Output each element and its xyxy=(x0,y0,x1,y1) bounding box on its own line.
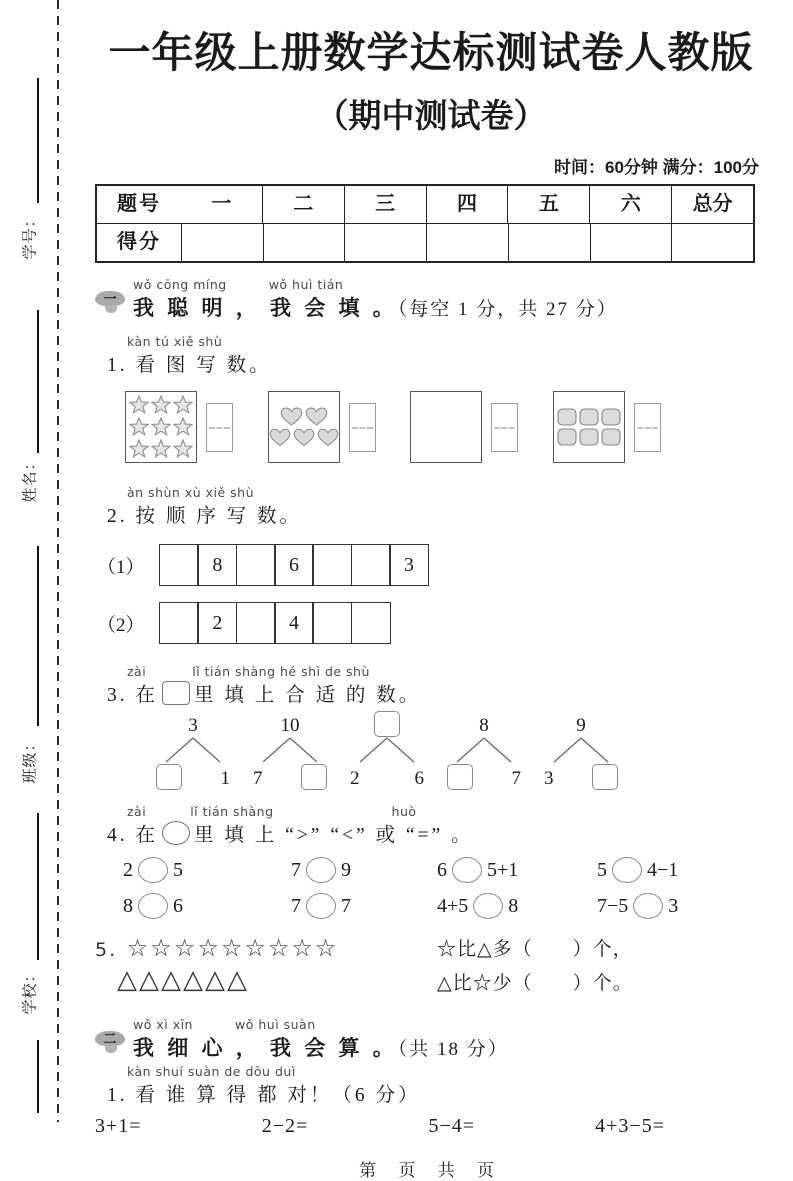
question-4-text: 4. 在 里 填 上 “>” “<” 或 “=” 。 xyxy=(107,819,767,847)
s2-question-1-text: 1. 看 谁 算 得 都 对！（6 分） xyxy=(107,1085,421,1106)
picture-box xyxy=(553,391,625,463)
answer-box xyxy=(491,403,518,452)
heart-icon xyxy=(317,428,339,447)
sequence-cell: 6 xyxy=(274,544,314,586)
sequence-cell xyxy=(351,544,391,586)
question-1-pinyin: kàn tú xiě shù xyxy=(127,334,223,349)
sequence-cell xyxy=(312,544,352,586)
sequence-label: （1） xyxy=(97,556,145,578)
question-2 xyxy=(107,485,767,528)
bond-lines xyxy=(344,736,430,764)
picture-group xyxy=(125,391,233,463)
page-subtitle: （期中测试卷） xyxy=(315,97,547,134)
comparison-item xyxy=(437,857,597,883)
score-table-column-header: 二 xyxy=(262,186,344,223)
question-3-text: 3. 在 里 填 上 合 适 的 数。 xyxy=(107,679,767,707)
picture-box xyxy=(125,391,197,463)
bond-right-value xyxy=(301,764,327,790)
question-5 xyxy=(95,933,767,1001)
score-cell xyxy=(263,223,345,261)
equation: 3+1= xyxy=(95,1115,142,1137)
question-5-number: 5. xyxy=(95,939,118,961)
cookie-icon xyxy=(579,428,599,446)
sequence-cell xyxy=(159,544,199,586)
comparison-right: 3 xyxy=(668,894,679,917)
bond-lines xyxy=(150,736,236,764)
bond-right-value: 1 xyxy=(220,768,230,789)
number-bond xyxy=(247,711,333,790)
number-bonds xyxy=(150,711,624,790)
comparison-item xyxy=(123,893,291,919)
sequence-cell xyxy=(159,602,199,644)
heart-icon xyxy=(269,428,291,447)
question-2-text: 2. 按 顺 序 写 数。 xyxy=(107,506,303,527)
seal-dashed-line xyxy=(57,0,59,1122)
page-title: 一年级上册数学达标测试卷人教版 xyxy=(108,29,754,76)
question-3 xyxy=(107,664,767,707)
answer-box xyxy=(349,403,376,452)
score-table-score-row xyxy=(97,223,753,261)
comparison-circle xyxy=(473,893,503,919)
star-row: 5. ☆☆☆☆☆☆☆☆☆ xyxy=(95,934,339,962)
sidebar-field-school: 学校： xyxy=(21,966,39,1015)
score-cell xyxy=(508,223,590,261)
sidebar-field-student-id: 学号： xyxy=(21,211,39,260)
picture-group xyxy=(410,391,518,463)
cookie-icon xyxy=(557,408,577,426)
section-2-score-note: （共 18 分） xyxy=(397,1039,509,1060)
score-cell xyxy=(181,223,263,261)
test-paper xyxy=(95,0,767,1181)
sequence-cell xyxy=(236,544,276,586)
score-table xyxy=(95,184,755,263)
section-2-marker-icon: 二 xyxy=(95,1031,127,1053)
bond-right-value: 7 xyxy=(511,768,521,789)
equation: 5−4= xyxy=(428,1115,475,1137)
sequence-row-1 xyxy=(97,544,767,586)
question-4 xyxy=(107,804,767,847)
comparison-grid xyxy=(123,857,767,919)
section-2-question-1 xyxy=(107,1064,767,1107)
bond-lines xyxy=(441,736,527,764)
comparison-left: 7−5 xyxy=(597,894,629,917)
comparison-item xyxy=(291,893,437,919)
star-icon xyxy=(129,395,149,415)
score-table-column-header: 三 xyxy=(344,186,426,223)
comparison-left: 6 xyxy=(437,858,447,881)
bond-top-value: 9 xyxy=(576,715,586,736)
comparison-circle xyxy=(612,857,642,883)
cookie-icon xyxy=(601,428,621,446)
comparison-right: 6 xyxy=(173,894,183,917)
comparison-circle xyxy=(633,893,663,919)
sequence-cells xyxy=(159,602,391,644)
picture-group xyxy=(268,391,376,463)
star-icon xyxy=(151,439,171,459)
score-cell xyxy=(426,223,508,261)
bond-left-value: 2 xyxy=(350,768,360,789)
bond-left-value xyxy=(156,764,182,790)
star-icon xyxy=(129,439,149,459)
star-icon xyxy=(151,417,171,437)
equation: 2−2= xyxy=(261,1115,309,1137)
question-3-pinyin: zài lǐ tián shàng hé shì de shù xyxy=(127,664,370,679)
star-icon xyxy=(129,417,149,437)
comparison-item xyxy=(597,857,767,883)
comparison-right: 5+1 xyxy=(487,858,519,881)
score-table-label: 得分 xyxy=(97,223,181,261)
question-1-text: 1. 看 图 写 数。 xyxy=(107,355,272,376)
triangle-row: △△△△△△ xyxy=(117,965,249,995)
section-1-header xyxy=(95,277,767,322)
star-icon xyxy=(173,395,193,415)
comparison-right: 8 xyxy=(508,894,519,917)
cookie-icon xyxy=(579,408,599,426)
equation-row xyxy=(95,1115,665,1138)
question-2-pinyin: àn shùn xù xiě shù xyxy=(127,485,254,500)
score-table-label: 题号 xyxy=(117,193,161,215)
picture-group xyxy=(553,391,661,463)
comparison-item xyxy=(597,893,767,919)
comparison-left: 7 xyxy=(291,858,301,881)
bond-left-value: 3 xyxy=(544,768,554,789)
cookie-icon xyxy=(601,408,621,426)
score-table-column-header: 四 xyxy=(426,186,508,223)
write-line xyxy=(37,78,39,203)
bond-right-value xyxy=(592,764,618,790)
section-1-heading: 我 聪 明 ， 我 会 填 。（每空 1 分，共 27 分） xyxy=(133,296,618,320)
answer-box xyxy=(206,403,233,452)
equation: 4+3−5= xyxy=(595,1115,665,1137)
section-1-pinyin: wǒ cōng míng wǒ huì tián xyxy=(133,277,344,292)
bond-left-value xyxy=(447,764,473,790)
exam-info: 时间：60分钟 满分：100分 xyxy=(554,158,759,177)
comparison-item xyxy=(291,857,437,883)
score-table-column-header: 六 xyxy=(589,186,671,223)
comparison-right: 7 xyxy=(341,894,351,917)
question-5-line-2: △比☆少（ ）个。 xyxy=(437,973,633,994)
bond-left-value: 7 xyxy=(253,768,263,789)
score-table-column-header: 五 xyxy=(507,186,589,223)
comparison-item xyxy=(123,857,291,883)
comparison-right: 9 xyxy=(341,858,351,881)
score-cell xyxy=(344,223,426,261)
heart-icon xyxy=(293,428,315,447)
score-table-column-header: 总分 xyxy=(671,186,753,223)
bond-top-value: 3 xyxy=(188,715,198,736)
sequence-cell xyxy=(312,602,352,644)
s2-question-1-pinyin: kàn shuí suàn de dōu duì xyxy=(127,1064,296,1079)
bond-top-value xyxy=(374,711,400,737)
comparison-left: 4+5 xyxy=(437,894,469,917)
comparison-right: 5 xyxy=(173,858,183,881)
question-1 xyxy=(107,334,767,377)
comparison-circle xyxy=(306,893,336,919)
picture-groups xyxy=(125,391,661,463)
score-cell xyxy=(590,223,672,261)
question-4-pinyin: zài lǐ tián shàng huò xyxy=(127,804,417,819)
number-bond xyxy=(150,711,236,790)
section-2-pinyin: wǒ xì xīn wǒ huì suàn xyxy=(133,1017,316,1032)
number-bond xyxy=(344,711,430,790)
write-line xyxy=(37,310,39,453)
page-footer: 第 页 共 页 xyxy=(359,1161,503,1180)
comparison-item xyxy=(437,893,597,919)
write-line xyxy=(37,546,39,726)
sidebar-field-name: 姓名： xyxy=(21,454,39,503)
score-cell xyxy=(671,223,753,261)
sequence-cell: 2 xyxy=(197,602,237,644)
sequence-cells xyxy=(159,544,429,586)
bond-right-value: 6 xyxy=(414,768,424,789)
star-icon xyxy=(173,417,193,437)
comparison-circle xyxy=(138,857,168,883)
comparison-left: 8 xyxy=(123,894,133,917)
sequence-cell xyxy=(351,602,391,644)
number-bond xyxy=(441,711,527,790)
bond-top-value: 10 xyxy=(280,715,300,736)
comparison-left: 7 xyxy=(291,894,301,917)
comparison-circle xyxy=(452,857,482,883)
comparison-circle xyxy=(138,893,168,919)
section-1-marker-icon: 一 xyxy=(95,291,127,313)
heart-icon xyxy=(280,407,303,426)
sequence-label: （2） xyxy=(97,614,145,636)
star-icon xyxy=(151,395,171,415)
bond-lines xyxy=(538,736,624,764)
section-2-header xyxy=(95,1017,767,1062)
sequence-cell xyxy=(236,602,276,644)
write-line xyxy=(37,813,39,960)
question-5-line-1: ☆比△多（ ）个， xyxy=(437,939,633,960)
comparison-right: 4−1 xyxy=(647,858,679,881)
star-icon xyxy=(173,439,193,459)
comparison-circle xyxy=(306,857,336,883)
sequence-cell: 3 xyxy=(389,544,429,586)
sequence-cell: 8 xyxy=(197,544,237,586)
comparison-left: 5 xyxy=(597,858,607,881)
picture-box xyxy=(268,391,340,463)
cookie-icon xyxy=(557,428,577,446)
sequence-cell: 4 xyxy=(274,602,314,644)
comparison-left: 2 xyxy=(123,858,133,881)
picture-box xyxy=(410,391,482,463)
heart-icon xyxy=(305,407,328,426)
score-table-column-header: 一 xyxy=(211,193,232,215)
score-table-header-row xyxy=(97,186,753,223)
bond-top-value: 8 xyxy=(479,715,489,736)
section-1-score-note: （每空 1 分，共 27 分） xyxy=(397,299,618,320)
bond-lines xyxy=(247,736,333,764)
sequence-row-2 xyxy=(97,602,767,644)
sidebar-field-class: 班级： xyxy=(21,735,39,784)
section-2-heading: 我 细 心 ， 我 会 算 。（共 18 分） xyxy=(133,1036,509,1060)
answer-box xyxy=(634,403,661,452)
write-line xyxy=(37,1040,39,1113)
blank-box-glyph xyxy=(162,681,190,705)
blank-circle-glyph xyxy=(162,821,190,845)
number-bond xyxy=(538,711,624,790)
